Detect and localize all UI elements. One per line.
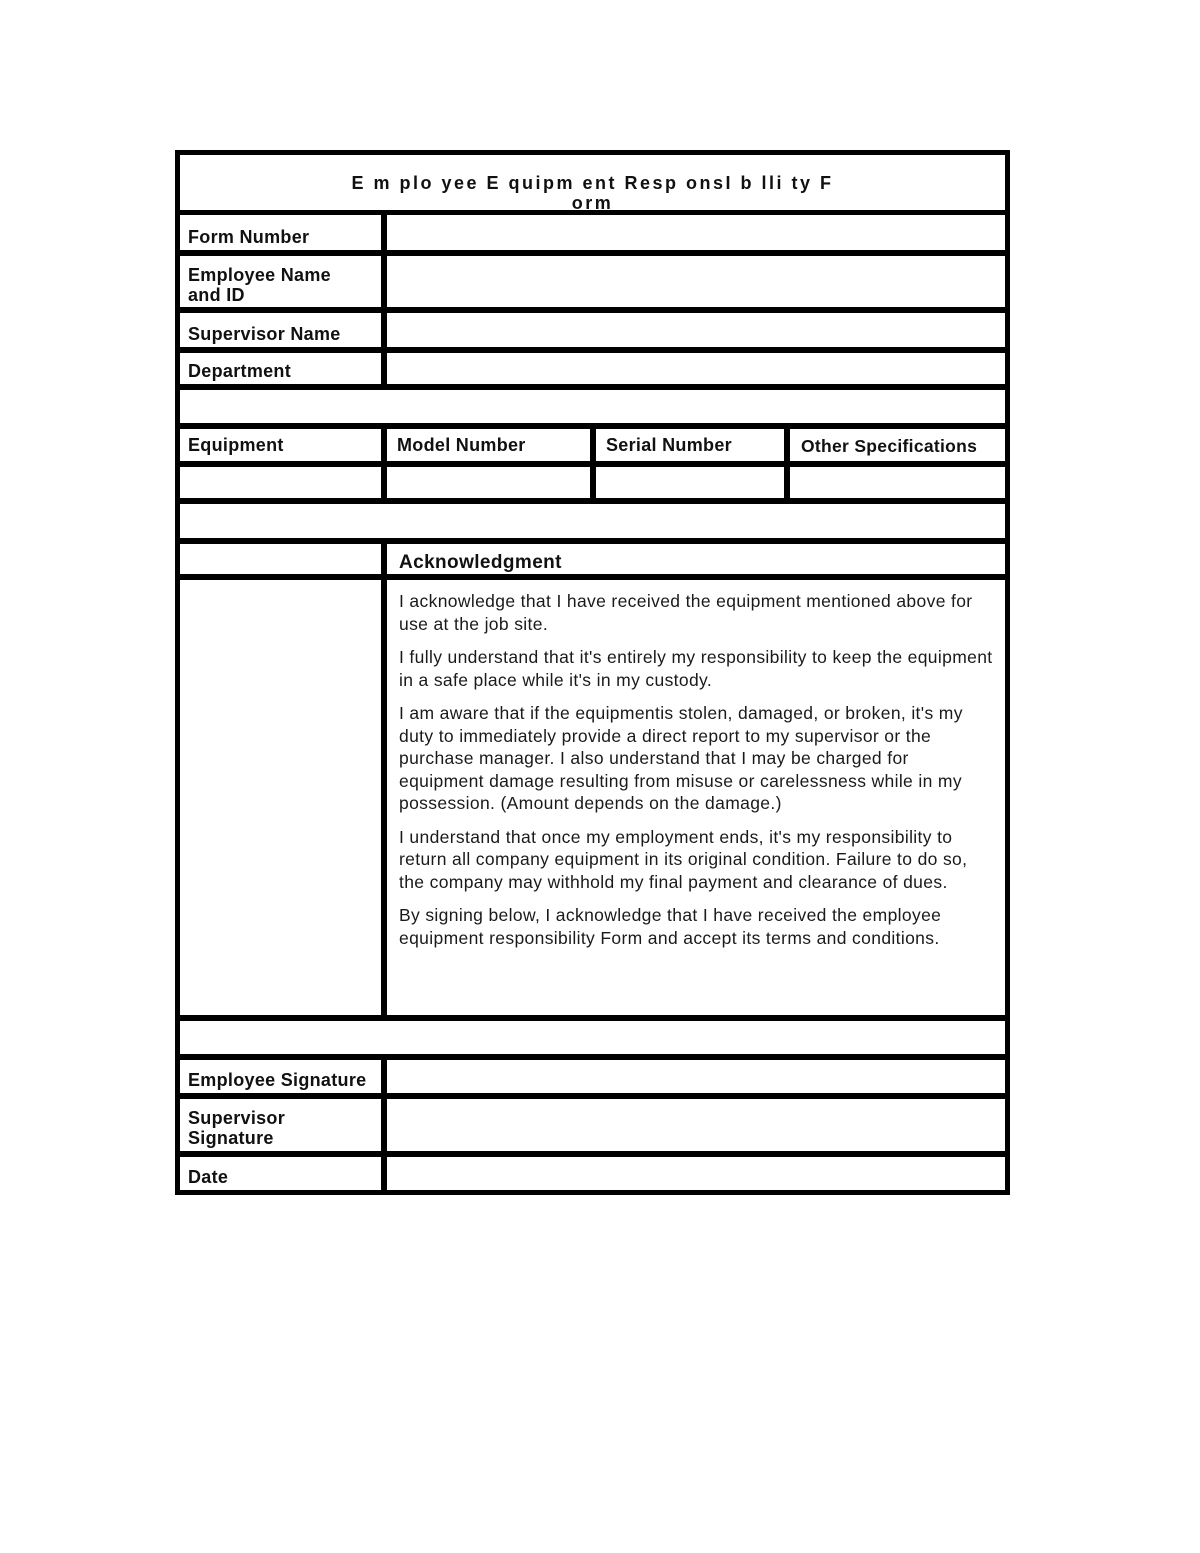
employee-signature-field[interactable] — [387, 1060, 1005, 1093]
ack-paragraph: I understand that once my employment ends, it's my responsibility to return all company equipment in its original condition. Failure to do so, the company may withhold my final payment and clearance of dues. — [399, 826, 968, 892]
supervisor-signature-label: Supervisor Signature — [180, 1099, 381, 1151]
form-number-field[interactable] — [387, 215, 1005, 250]
acknowledgment-body-left-blank — [180, 580, 381, 1015]
form-number-label: Form Number — [180, 215, 381, 250]
equipment-header: Equipment — [180, 429, 381, 461]
serial-number-header: Serial Number — [596, 429, 784, 461]
date-label: Date — [180, 1157, 381, 1190]
form-title-line2: orm — [571, 193, 614, 213]
form-title-line1: E m plo yee E quipm ent Resp onsI b lli ty F — [351, 173, 834, 193]
employee-name-field[interactable] — [387, 256, 1005, 307]
ack-paragraph: I acknowledge that I have received the equipment mentioned above for use at the job site. — [399, 591, 973, 634]
model-number-header: Model Number — [387, 429, 590, 461]
other-specifications-cell[interactable] — [790, 467, 1005, 498]
employee-name-label: Employee Name and ID — [180, 256, 381, 307]
employee-signature-label: Employee Signature — [180, 1060, 381, 1093]
department-field[interactable] — [387, 353, 1005, 384]
form-title — [180, 155, 1005, 213]
equipment-responsibility-form — [175, 150, 1010, 1195]
acknowledgment-text — [387, 580, 1005, 1015]
ack-paragraph: I am aware that if the equipmentis stolen, damaged, or broken, it's my duty to immediately provide a direct report to my supervisor or the purchase manager. I also understand that I may be charged for equipment damage resulting from misuse or carelessness while in my possession. (Amount depends on the damage.) — [399, 703, 963, 813]
spacer-row — [180, 390, 1005, 423]
ack-paragraph: I fully understand that it's entirely my responsibility to keep the equipment in a safe place while it's in my custody. — [399, 647, 993, 690]
other-specifications-header: Other Specifications — [790, 429, 1005, 461]
spacer-row — [180, 1021, 1005, 1054]
model-number-cell[interactable] — [387, 467, 590, 498]
supervisor-name-field[interactable] — [387, 313, 1005, 347]
supervisor-name-label: Supervisor Name — [180, 313, 381, 347]
spacer-row — [180, 504, 1005, 538]
ack-paragraph: By signing below, I acknowledge that I have received the employee equipment responsibility Form and accept its terms and conditions. — [399, 905, 942, 948]
acknowledgment-left-blank — [180, 544, 381, 574]
department-label: Department — [180, 353, 381, 384]
serial-number-cell[interactable] — [596, 467, 784, 498]
equipment-cell[interactable] — [180, 467, 381, 498]
date-field[interactable] — [387, 1157, 1005, 1190]
supervisor-signature-field[interactable] — [387, 1099, 1005, 1151]
acknowledgment-heading: Acknowledgment — [387, 544, 1005, 574]
